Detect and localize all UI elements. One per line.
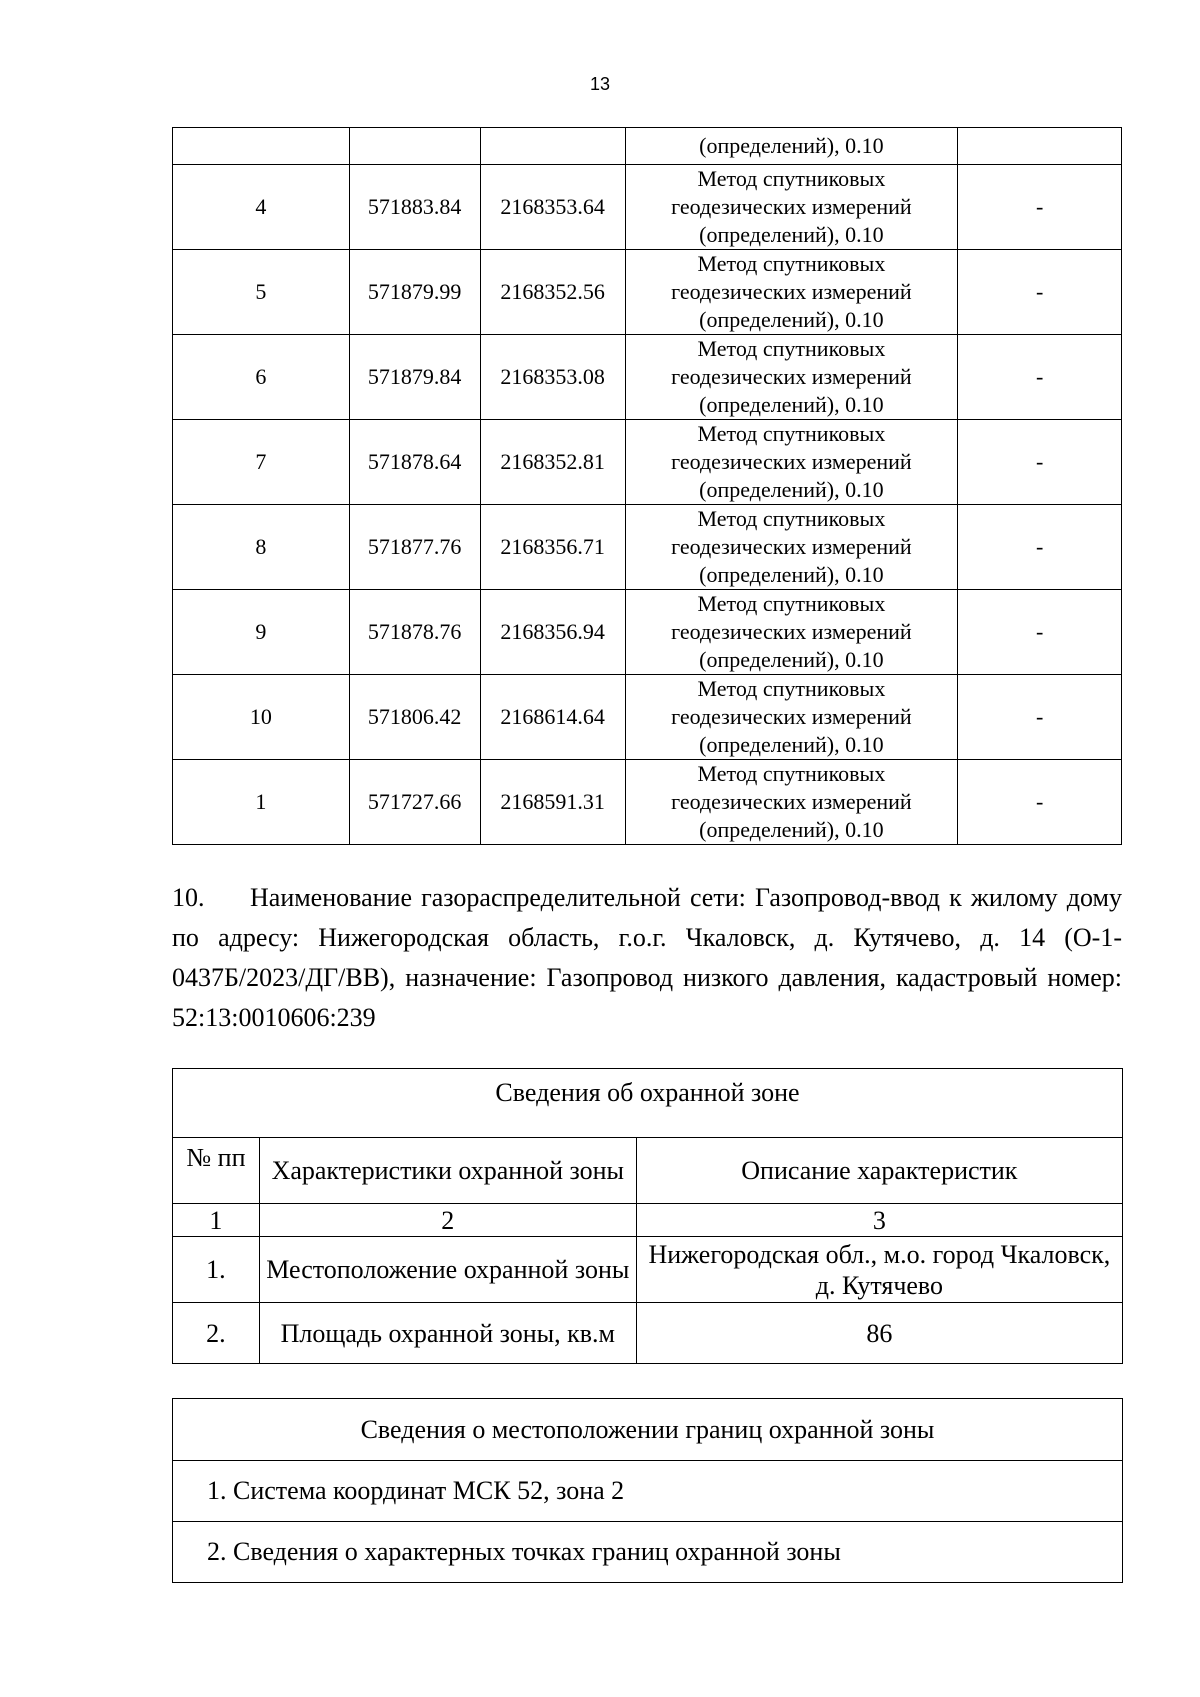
y-coordinate-cell: 2168591.31 [480, 760, 625, 845]
method-cell [625, 675, 958, 760]
zone-table-title: Сведения об охранной зоне [173, 1069, 1123, 1138]
point-number-cell: 4 [173, 165, 350, 250]
x-coordinate-cell: 571879.84 [349, 335, 480, 420]
y-coordinate-cell: 2168352.56 [480, 250, 625, 335]
row-description: Нижегородская обл., м.о. город Чкаловск, д. Кутячево [636, 1237, 1122, 1303]
table-row [173, 1461, 1123, 1522]
extra-cell: - [958, 335, 1122, 420]
y-coordinate-cell: 2168356.71 [480, 505, 625, 590]
method-cell [625, 165, 958, 250]
point-number-cell: 8 [173, 505, 350, 590]
method-line: (определений), 0.10 [699, 817, 884, 842]
coordinates-table-body [173, 128, 1122, 845]
point-number-cell: 6 [173, 335, 350, 420]
row-characteristic: Площадь охранной зоны, кв.м [259, 1303, 636, 1364]
index-cell: 1 [173, 1204, 260, 1237]
extra-cell: - [958, 760, 1122, 845]
method-line: Метод спутниковых [697, 676, 886, 701]
table-cell [173, 128, 350, 165]
method-cell [625, 760, 958, 845]
x-coordinate-cell: 571878.76 [349, 590, 480, 675]
y-coordinate-cell: 2168614.64 [480, 675, 625, 760]
table-row [173, 128, 1122, 165]
method-line: геодезических измерений [671, 364, 912, 389]
table-row [173, 590, 1122, 675]
table-cell [958, 128, 1122, 165]
point-number-cell: 7 [173, 420, 350, 505]
location-table-title: Сведения о местоположении границ охранной зоны [173, 1399, 1123, 1461]
table-row [173, 1399, 1123, 1461]
location-table [172, 1398, 1123, 1583]
extra-cell: - [958, 165, 1122, 250]
row-number: 1. [173, 1237, 260, 1303]
table-row [173, 505, 1122, 590]
row-description: 86 [636, 1303, 1122, 1364]
point-number-cell: 1 [173, 760, 350, 845]
method-cell [625, 420, 958, 505]
method-line: геодезических измерений [671, 704, 912, 729]
header-number: № пп [173, 1138, 260, 1204]
table-row [173, 250, 1122, 335]
y-coordinate-cell: 2168352.81 [480, 420, 625, 505]
method-line: Метод спутниковых [697, 761, 886, 786]
x-coordinate-cell: 571727.66 [349, 760, 480, 845]
method-cell [625, 335, 958, 420]
method-line: Метод спутниковых [697, 251, 886, 276]
method-line: (определений), 0.10 [699, 477, 884, 502]
paragraph-10 [172, 878, 1122, 1038]
x-coordinate-cell: 571879.99 [349, 250, 480, 335]
method-line: Метод спутниковых [697, 166, 886, 191]
y-coordinate-cell: 2168353.64 [480, 165, 625, 250]
table-row [173, 1237, 1123, 1303]
zone-info-table [172, 1068, 1123, 1364]
table-cell [349, 128, 480, 165]
point-number-cell: 10 [173, 675, 350, 760]
method-line: Метод спутниковых [697, 336, 886, 361]
header-description: Описание характеристик [636, 1138, 1122, 1204]
method-cell [625, 590, 958, 675]
table-row [173, 335, 1122, 420]
index-cell: 3 [636, 1204, 1122, 1237]
method-line: Метод спутниковых [697, 506, 886, 531]
method-cell [625, 505, 958, 590]
method-cell: (определений), 0.10 [625, 128, 958, 165]
coordinate-system-item: 1. Система координат МСК 52, зона 2 [173, 1461, 1123, 1522]
method-line: (определений), 0.10 [699, 562, 884, 587]
table-row [173, 1204, 1123, 1237]
table-row [173, 1522, 1123, 1583]
coordinates-table [172, 127, 1122, 845]
row-characteristic: Местоположение охранной зоны [259, 1237, 636, 1303]
point-number-cell: 9 [173, 590, 350, 675]
method-line: (определений), 0.10 [699, 307, 884, 332]
method-line: геодезических измерений [671, 194, 912, 219]
table-row [173, 420, 1122, 505]
y-coordinate-cell: 2168353.08 [480, 335, 625, 420]
table-row [173, 675, 1122, 760]
characteristic-points-item: 2. Сведения о характерных точках границ охранной зоны [173, 1522, 1123, 1583]
method-line: (определений), 0.10 [699, 647, 884, 672]
point-number-cell: 5 [173, 250, 350, 335]
method-line: геодезических измерений [671, 534, 912, 559]
method-line: геодезических измерений [671, 789, 912, 814]
method-line: геодезических измерений [671, 619, 912, 644]
extra-cell: - [958, 250, 1122, 335]
method-line: геодезических измерений [671, 449, 912, 474]
y-coordinate-cell: 2168356.94 [480, 590, 625, 675]
table-row [173, 1303, 1123, 1364]
page-number: 13 [589, 74, 611, 94]
paragraph-number: 10. [172, 883, 205, 912]
x-coordinate-cell: 571883.84 [349, 165, 480, 250]
method-cell [625, 250, 958, 335]
index-cell: 2 [259, 1204, 636, 1237]
method-line: геодезических измерений [671, 279, 912, 304]
extra-cell: - [958, 590, 1122, 675]
table-row [173, 165, 1122, 250]
table-row [173, 1138, 1123, 1204]
extra-cell: - [958, 505, 1122, 590]
header-characteristics: Характеристики охранной зоны [259, 1138, 636, 1204]
method-line: Метод спутниковых [697, 421, 886, 446]
extra-cell: - [958, 675, 1122, 760]
method-line: Метод спутниковых [697, 591, 886, 616]
method-line: (определений), 0.10 [699, 732, 884, 757]
paragraph-text: Наименование газораспределительной сети: Газопровод-ввод к жилому дому по адресу: Нижегородская область, г.о.г. Чкаловск, д. Кутячево, д. 14 (О-1-0437Б/2023/ДГ/ВВ), назначение: Газопровод низкого давления, кадастровый номер: 52:13:0010606:239 [172, 883, 1122, 1032]
extra-cell: - [958, 420, 1122, 505]
x-coordinate-cell: 571877.76 [349, 505, 480, 590]
x-coordinate-cell: 571806.42 [349, 675, 480, 760]
table-row [173, 760, 1122, 845]
method-line: (определений), 0.10 [699, 392, 884, 417]
table-row [173, 1069, 1123, 1138]
table-cell [480, 128, 625, 165]
row-number: 2. [173, 1303, 260, 1364]
method-line: (определений), 0.10 [699, 222, 884, 247]
x-coordinate-cell: 571878.64 [349, 420, 480, 505]
